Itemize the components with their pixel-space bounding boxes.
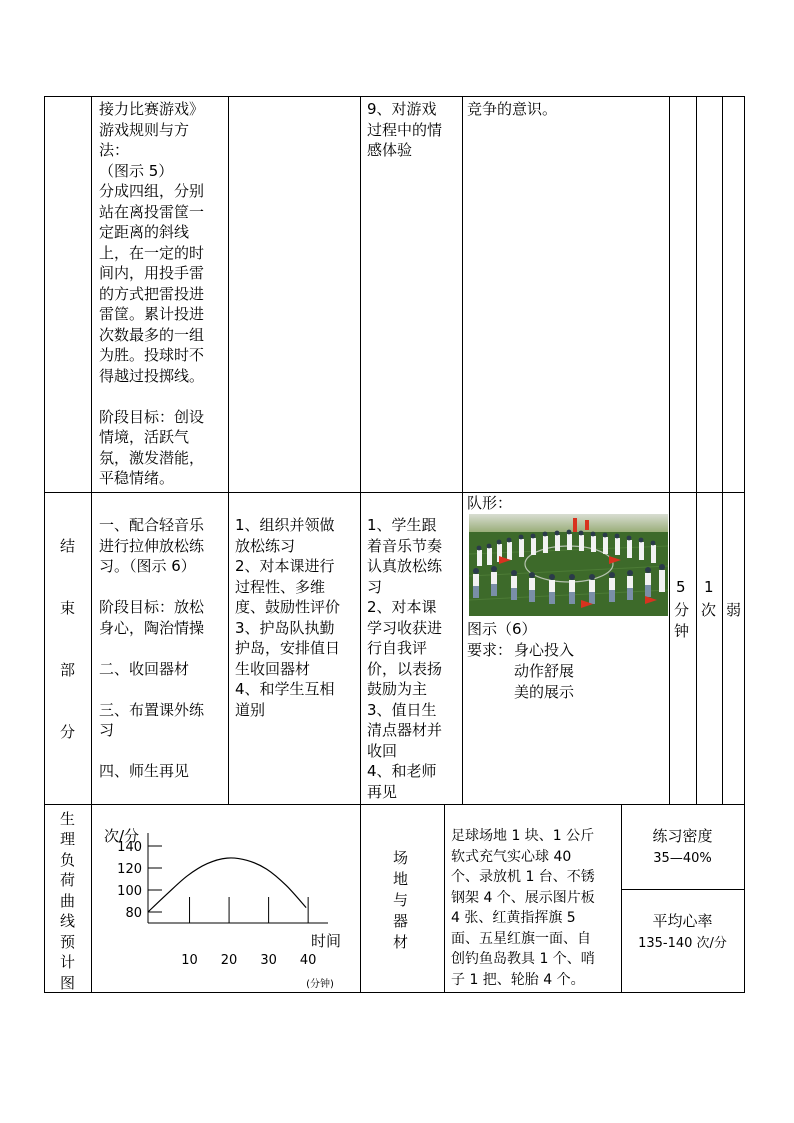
teacher-activity-text: 1、组织并领做 放松练习 2、对本课进行 过程性、多维 度、鼓励性评价 3、护岛队执勤 护岛，安排值日 生收回器材 4、和学生互相 道别	[235, 516, 341, 719]
heart-label-char: 计	[60, 953, 76, 971]
duration-char: 5	[676, 578, 686, 596]
venue-equipment-text: 足球场地 1 块、1 公斤 软式充气实心球 40 个、录放机 1 台、不锈 钢架 4 个、展示图片板 4 张、红黄指挥旗 5 面、五星红旗一面、自 创钓鱼岛教具 1 个、哨 子 1 把、轮胎 4 个。	[451, 828, 595, 988]
duration-char: 分	[674, 601, 690, 619]
count-char: 1	[704, 578, 714, 596]
formation-label: 队形：	[467, 494, 513, 512]
heart-label-char: 预	[60, 933, 76, 951]
count-char: 次	[701, 601, 717, 619]
heart-label-char: 荷	[60, 871, 76, 889]
venue-label-char: 材	[393, 933, 409, 951]
x-tick-label: 40	[299, 953, 317, 968]
heart-label-char: 线	[60, 912, 76, 930]
requirements-label: 要求：	[467, 641, 513, 659]
section-label-char: 分	[60, 723, 76, 741]
student-activity-upper: 9、对游戏 过程中的情 感体验	[367, 100, 443, 159]
heart-rate-curve	[148, 858, 306, 912]
requirement-item: 美的展示	[514, 683, 575, 701]
x-axis-unit: (分钟)	[306, 979, 334, 990]
x-tick-label: 10	[181, 953, 198, 968]
requirement-item: 身心投入	[514, 641, 575, 659]
heart-label-char: 图	[60, 974, 76, 992]
y-tick-label: 120	[117, 862, 142, 877]
formation-photo	[469, 514, 668, 616]
density-label: 练习密度	[652, 827, 713, 845]
y-tick-label: 80	[125, 906, 142, 921]
heart-label-char: 负	[60, 851, 76, 869]
density-value: 35—40%	[653, 851, 712, 866]
intensity-cell: 弱	[726, 601, 742, 619]
heart-rate-chart	[92, 805, 360, 991]
section-label-char: 结	[60, 537, 76, 555]
y-tick-label: 140	[117, 840, 142, 855]
section-label-char: 部	[60, 661, 76, 679]
heart-rate-value: 135-140 次/分	[638, 936, 727, 951]
photo-caption: 图示（6）	[467, 620, 537, 638]
y-axis-label: 次/分	[104, 827, 140, 845]
heart-label-char: 生	[60, 810, 76, 828]
venue-label-char: 器	[393, 912, 409, 930]
duration-char: 钟	[674, 622, 690, 640]
heart-label-char: 理	[60, 830, 76, 848]
venue-label-char: 与	[393, 891, 409, 909]
venue-label-char: 场	[393, 849, 409, 867]
student-activity-text: 1、学生跟 着音乐节奏 认真放松练 习 2、对本课 学习收获进 行自我评 价，以表扬 鼓励为主 3、值日生 清点器材并 收回 4、和老师 再见	[367, 516, 443, 801]
x-axis-label: 时间	[310, 932, 342, 950]
heart-label-char: 曲	[60, 892, 76, 910]
venue-label-char: 地	[393, 870, 409, 888]
game-rules-text: 接力比赛游戏》 游戏规则与方 法： （图示 5） 分成四组，分别 站在离投雷筐一 定距离的斜线 上，在一定的时 间内，用投手雷 的方式把雷投进 雷筐。累计投进 次数最多的一组 为胜。投球时不 得越过投掷线。 阶段目标：创设 情境，活跃气 氛，激发潜能， 平稳情绪。	[99, 100, 205, 487]
y-tick-label: 100	[117, 884, 142, 899]
section-label-char: 束	[60, 599, 76, 617]
x-tick-label: 30	[260, 953, 277, 968]
requirement-upper: 竞争的意识。	[467, 100, 558, 118]
heart-rate-label: 平均心率	[652, 912, 713, 930]
ending-content-text: 一、配合轻音乐 进行拉伸放松练 习。（图示 6） 阶段目标：放松 身心，陶治情操 二、收回器材 三、布置课外练 习 四、师生再见	[99, 516, 205, 780]
x-tick-label: 20	[220, 953, 238, 968]
requirement-item: 动作舒展	[514, 662, 575, 680]
